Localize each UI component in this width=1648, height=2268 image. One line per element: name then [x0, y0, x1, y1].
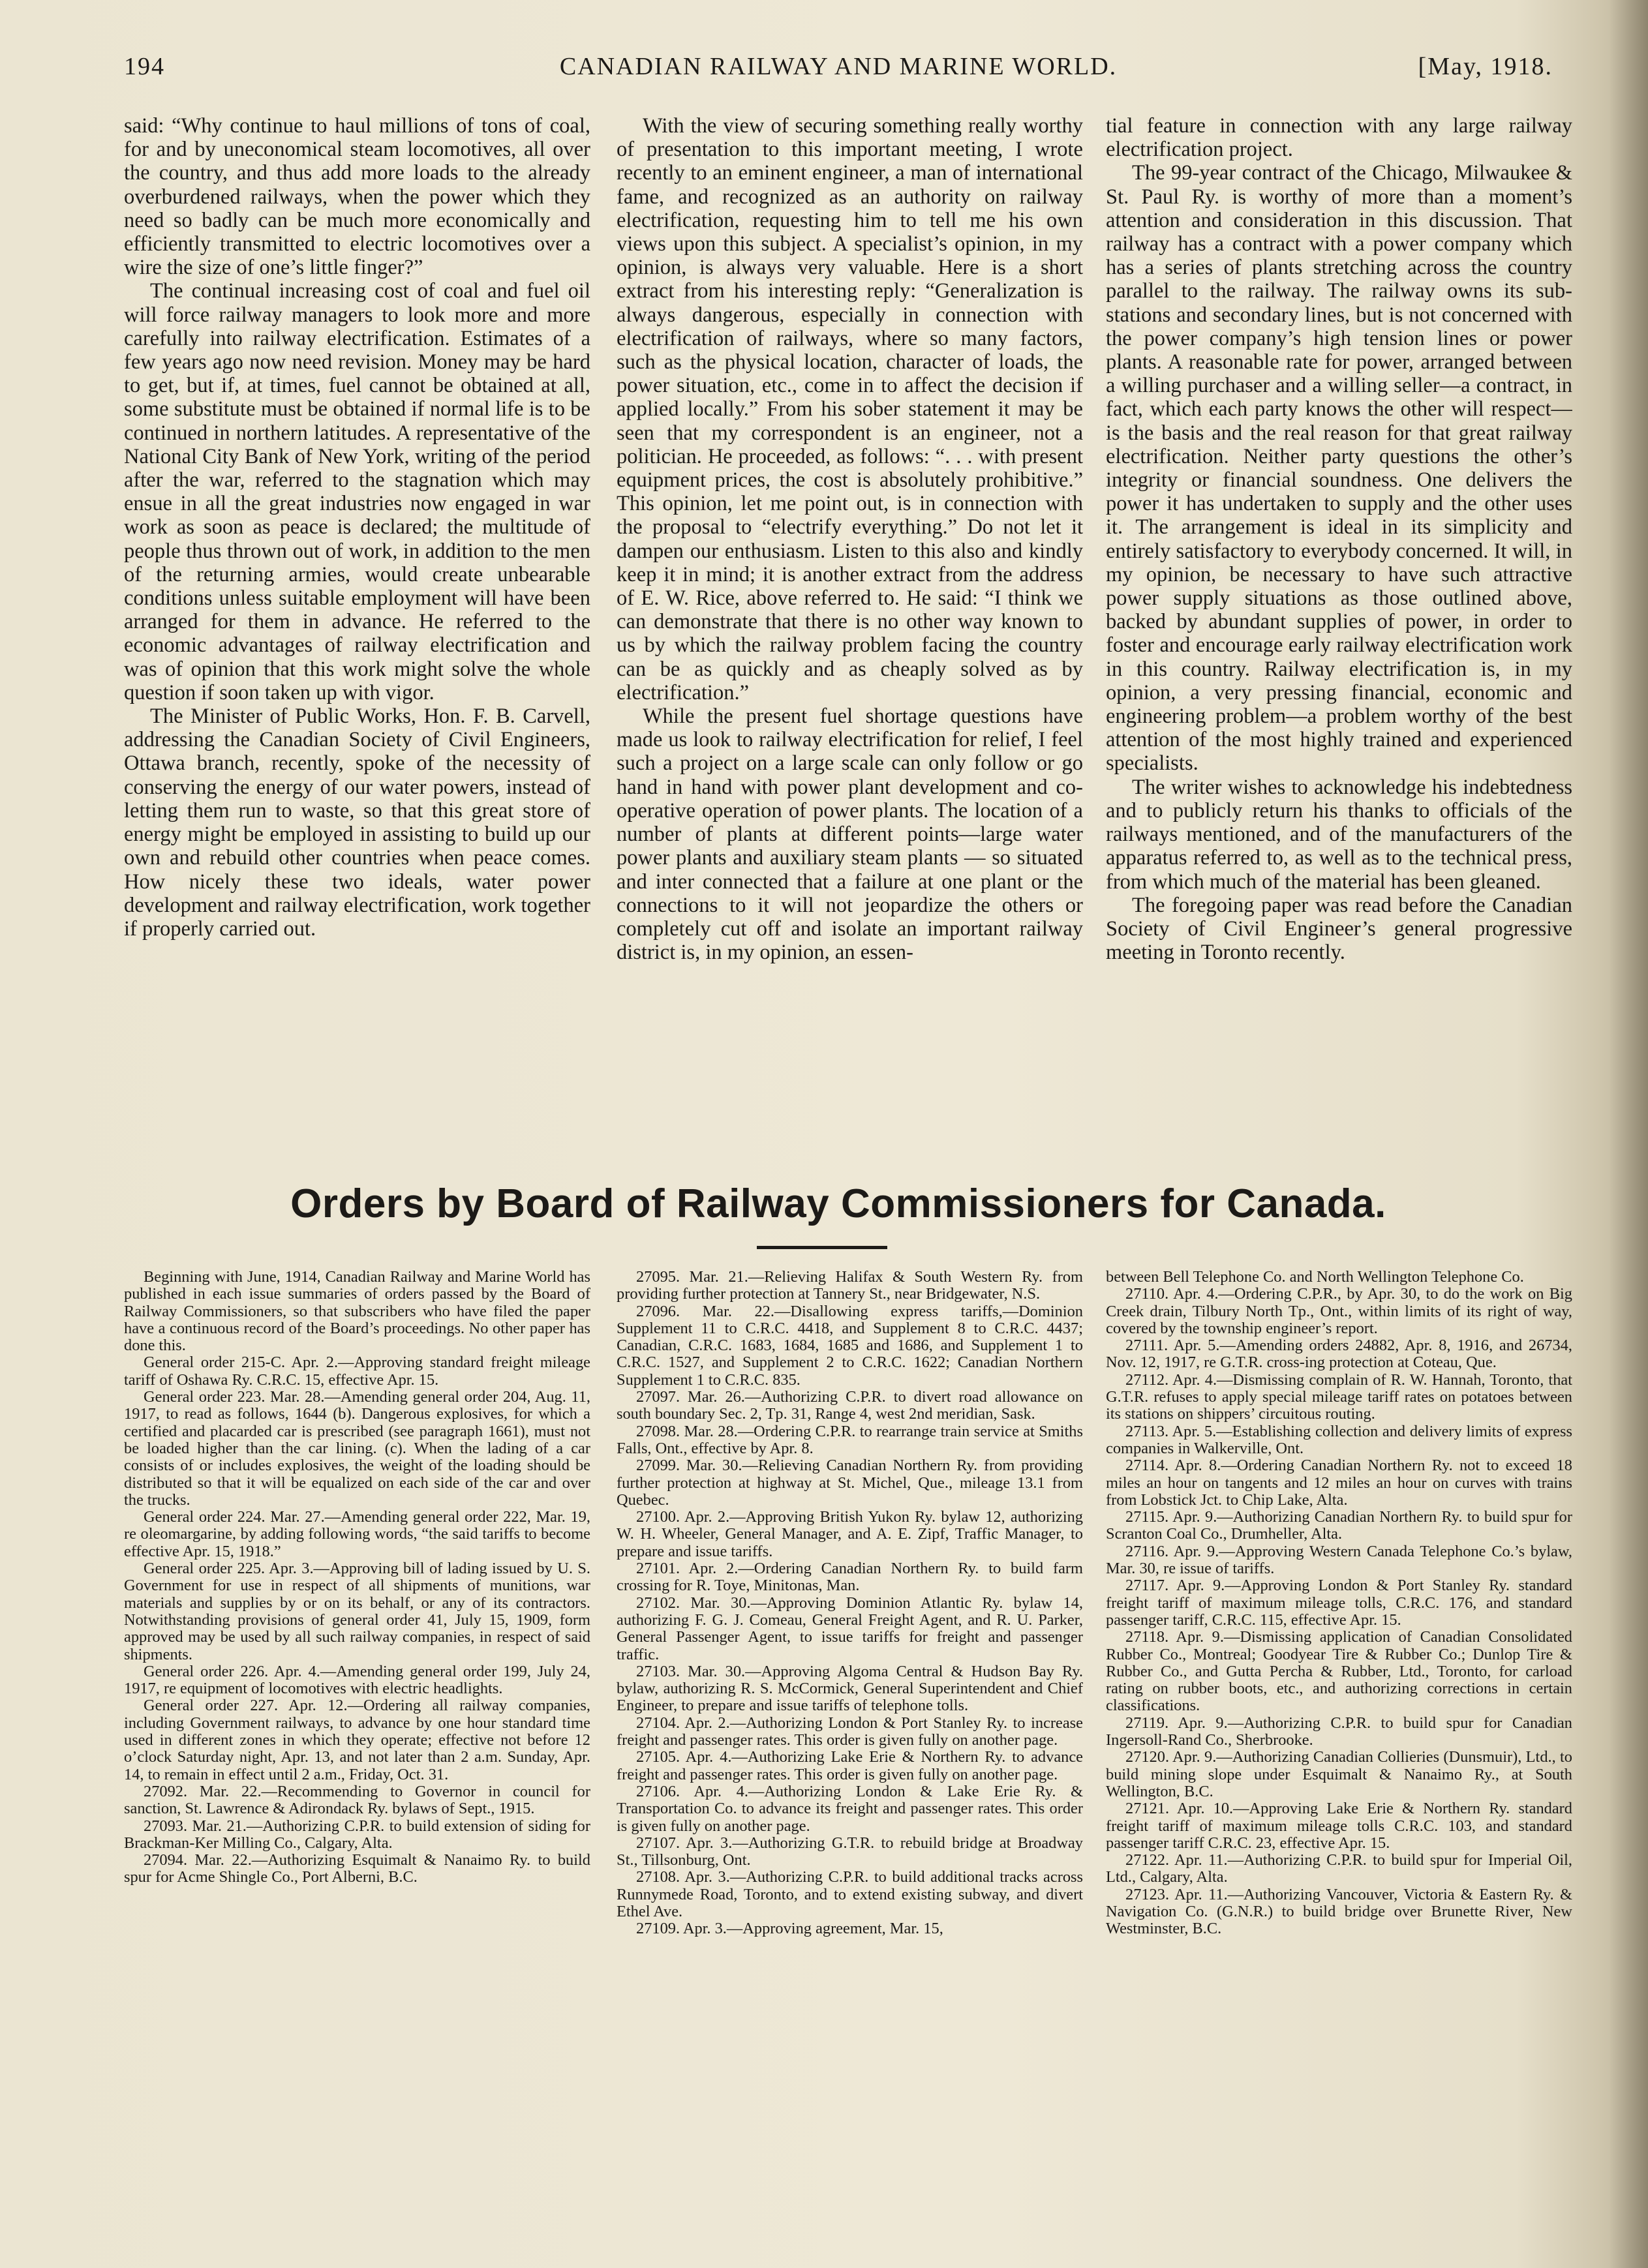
order-entry: General order 226. Apr. 4.—Amending general order 199, July 24, 1917, re equipment of locomotives with electric headlights. — [124, 1662, 590, 1698]
order-entry: 27110. Apr. 4.—Ordering C.P.R., by Apr. 30, to do the work on Big Creek drain, Tilbury North Tp., Ont., within limits of its right of way, covered by the township engineer’s report. — [1106, 1285, 1572, 1337]
order-entry: 27113. Apr. 5.—Establishing collection and delivery limits of express companies in Walkerville, Ont. — [1106, 1422, 1572, 1457]
order-entry: 27118. Apr. 9.—Dismissing application of Canadian Consolidated Rubber Co., Montreal; Goodyear Tire & Rubber Co.; Dunlop Tire & Rubber Co., and Gutta Percha & Rubber, Ltd., Toronto, for carload rating on rubber boots, etc., and authorizing corrections in certain classifications. — [1106, 1628, 1572, 1715]
orders-column-1 — [124, 1269, 590, 2149]
article-column-3 — [1106, 114, 1572, 1158]
order-entry: 27102. Mar. 30.—Approving Dominion Atlantic Ry. bylaw 14, authorizing F. G. J. Comeau, General Freight Agent, and R. U. Parker, General Passenger Agent, to issue tariffs for freight and passenger traffic. — [617, 1594, 1083, 1663]
order-entry: 27115. Apr. 9.—Authorizing Canadian Northern Ry. to build spur for Scranton Coal Co., Drumheller, Alta. — [1106, 1508, 1572, 1543]
article-paragraph: The continual increasing cost of coal and fuel oil will force railway managers to look more and more carefully into railway electrification. Estimates of a few years ago now need revision. Money may be hard to get, but if, at times, fuel cannot be obtained at all, some substitute must be obtained if normal life is to be continued in northern latitudes. A representative of the National City Bank of New York, writing of the period after the war, referred to the stagnation which may ensue in all the great industries now engaged in war work as soon as peace is declared; the multitude of people thus thrown out of work, in addition to the men of the returning armies, would create unbearable conditions unless suitable employment will have been arranged for them in advance. He referred to the economic advantages of railway electrification and was of opinion that this work might solve the whole question if soon taken up with vigor. — [124, 279, 590, 704]
article-paragraph: said: “Why continue to haul millions of tons of coal, for and by uneconomical steam locomotives, all over the country, and thus add more loads to the already overburdened railways, when the power which they need so badly can be much more economically and efficiently transmitted to electric locomotives over a wire the size of one’s little finger?” — [124, 114, 590, 280]
article-paragraph: The 99-year contract of the Chicago, Milwaukee & St. Paul Ry. is worthy of more than a moment’s attention and consideration in this discussion. That railway has a contract with a power company which has a series of plants stretching across the country parallel to the railway. The railway owns its sub-stations and secondary lines, but is not concerned with the power company’s high tension lines or power plants. A reasonable rate for power, arranged between a willing purchaser and a willing seller—a contract, in fact, which each party knows the other will respect—is the basis and the real reason for that great railway electrification. Neither party questions the other’s integrity or financial soundness. One delivers the power it has undertaken to supply and the other uses it. The arrangement is ideal in its simplicity and entirely satisfactory to everybody concerned. It will, in my opinion, be necessary to have such attractive power supply situations as those outlined above, backed by abundant supplies of power, in order to foster and encourage early railway electrification work in this country. Railway electrification is, in my opinion, a very pressing financial, economic and engineering problem—a problem worthy of the best attention of the most highly trained and experienced specialists. — [1106, 161, 1572, 776]
orders-column-3 — [1106, 1269, 1572, 2149]
order-entry: 27100. Apr. 2.—Approving British Yukon Ry. bylaw 12, authorizing W. H. Wheeler, General Manager, and A. E. Zipf, Traffic Manager, to prepare and issue tariffs. — [617, 1508, 1083, 1560]
order-entry: 27108. Apr. 3.—Authorizing C.P.R. to build additional tracks across Runnymede Road, Toronto, and to extend existing subway, and divert Ethel Ave. — [617, 1868, 1083, 1920]
order-entry: 27104. Apr. 2.—Authorizing London & Port Stanley Ry. to increase freight and passenger rates. This order is given fully on another page. — [617, 1714, 1083, 1749]
order-entry: General order 225. Apr. 3.—Approving bill of lading issued by U. S. Government for use in respect of all shipments of munitions, war materials and supplies by or on its behalf, or any of its contractors. Notwithstanding provisions of general order 41, July 15, 1909, form approved may be used by all such railway companies, in respect of said shipments. — [124, 1560, 590, 1663]
order-entry: 27101. Apr. 2.—Ordering Canadian Northern Ry. to build farm crossing for R. Toye, Minitonas, Man. — [617, 1560, 1083, 1595]
order-entry: 27096. Mar. 22.—Disallowing express tariffs,—Dominion Supplement 11 to C.R.C. 4418, and Supplement 8 to C.R.C. 4437; Canadian, C.R.C. 1683, 1684, 1685 and 1686, and Supplement 1 to C.R.C. 1527, and Supplement 2 to C.R.C. 1622; Canadian Northern Supplement 1 to C.R.C. 835. — [617, 1302, 1083, 1389]
article-paragraph: tial feature in connection with any large railway electrification project. — [1106, 114, 1572, 162]
article-column-2 — [617, 114, 1083, 1158]
journal-title: CANADIAN RAILWAY AND MARINE WORLD. — [559, 53, 1118, 80]
order-entry: 27116. Apr. 9.—Approving Western Canada Telephone Co.’s bylaw, Mar. 30, re issue of tariffs. — [1106, 1542, 1572, 1578]
order-entry: 27103. Mar. 30.—Approving Algoma Central & Hudson Bay Ry. bylaw, authorizing R. S. McCormick, General Superintendent and Chief Engineer, to prepare and issue tariffs of telephone tolls. — [617, 1662, 1083, 1715]
order-entry: 27105. Apr. 4.—Authorizing Lake Erie & Northern Ry. to advance freight and passenger rates. This order is given fully on another page. — [617, 1748, 1083, 1783]
order-entry: 27117. Apr. 9.—Approving London & Port Stanley Ry. standard freight tariff of maximum mileage tolls, C.R.C. 176, and standard passenger tariff, C.R.C. 115, effective Apr. 15. — [1106, 1577, 1572, 1629]
order-entry: 27112. Apr. 4.—Dismissing complain of R. W. Hannah, Toronto, that G.T.R. refuses to apply special mileage tariff rates on potatoes between its stations on shippers’ circuitous routing. — [1106, 1370, 1572, 1423]
order-entry: 27120. Apr. 9.—Authorizing Canadian Collieries (Dunsmuir), Ltd., to build mining slope under Esquimalt & Nanaimo Ry., at South Wellington, B.C. — [1106, 1748, 1572, 1800]
page-header — [124, 52, 1553, 91]
order-entry: 27097. Mar. 26.—Authorizing C.P.R. to divert road allowance on south boundary Sec. 2, Tp. 31, Range 4, west 2nd meridian, Sask. — [617, 1388, 1083, 1423]
page-number: 194 — [124, 53, 165, 80]
article-paragraph: The writer wishes to acknowledge his indebtedness and to publicly return his thanks to officials of the railways mentioned, and of the manufacturers of the apparatus referred to, as well as to the technical press, from which much of the material has been gleaned. — [1106, 775, 1572, 894]
order-entry: General order 224. Mar. 27.—Amending general order 222, Mar. 19, re oleomargarine, by adding following words, “the said tariffs to become effective Apr. 15, 1918.” — [124, 1508, 590, 1560]
order-entry: 27094. Mar. 22.—Authorizing Esquimalt & Nanaimo Ry. to build spur for Acme Shingle Co., Port Alberni, B.C. — [124, 1851, 590, 1886]
order-entry: General order 227. Apr. 12.—Ordering all railway companies, including Government railways, to advance by one hour standard time used in different zones in which they operate; effective not before 12 o’clock Saturday night, Apr. 13, and not later than 2 a.m. Sunday, Apr. 14, to remain in effect until 2 a.m., Friday, Oct. 31. — [124, 1697, 590, 1783]
order-entry: 27114. Apr. 8.—Ordering Canadian Northern Ry. not to exceed 18 miles an hour on tangents and 12 miles an hour on curves with trains from Lobstick Jct. to Chip Lake, Alta. — [1106, 1457, 1572, 1509]
section-heading: Orders by Board of Railway Commissioners for Canada. — [290, 1181, 1386, 1226]
order-entry: 27099. Mar. 30.—Relieving Canadian Northern Ry. from providing further protection at highway at St. Michel, Que., mileage 13.1 from Quebec. — [617, 1457, 1083, 1509]
order-entry: 27107. Apr. 3.—Authorizing G.T.R. to rebuild bridge at Broadway St., Tillsonburg, Ont. — [617, 1834, 1083, 1869]
book-spine-shadow — [1609, 0, 1648, 2268]
order-entry: 27111. Apr. 5.—Amending orders 24882, Apr. 8, 1916, and 26734, Nov. 12, 1917, re G.T.R. cross-ing protection at Coteau, Que. — [1106, 1337, 1572, 1372]
order-entry: 27119. Apr. 9.—Authorizing C.P.R. to build spur for Canadian Ingersoll-Rand Co., Sherbrooke. — [1106, 1714, 1572, 1749]
article-paragraph: The Minister of Public Works, Hon. F. B. Carvell, addressing the Canadian Society of Civil Engineers, Ottawa branch, recently, spoke of the necessity of conserving the energy of our water powers, instead of letting them run to waste, so that this great store of energy might be employed in assisting to build up our own and rebuild other countries when peace comes. How nicely these two ideals, water power development and railway electrification, work together if properly carried out. — [124, 704, 590, 941]
order-entry: 27095. Mar. 21.—Relieving Halifax & South Western Ry. from providing further protection at Tannery St., near Bridgewater, N.S. — [617, 1269, 1083, 1303]
order-entry: 27106. Apr. 4.—Authorizing London & Lake Erie Ry. & Transportation Co. to advance its freight and passenger rates. This order is given fully on another page. — [617, 1782, 1083, 1835]
order-entry: General order 223. Mar. 28.—Amending general order 204, Aug. 11, 1917, to read as follows, 1644 (b). Dangerous explosives, for which a certified and placarded car is prescribed (see paragraph 1661), must not be loaded higher than the car lining. (c). When the lading of a car consists of or includes explosives, the weight of the loading should be distributed so that it will be equalized on each side of the car and over the trucks. — [124, 1388, 590, 1509]
orders-column-2 — [617, 1269, 1083, 2149]
order-entry: General order 215-C. Apr. 2.—Approving standard freight mileage tariff of Oshawa Ry. C.R.C. 15, effective Apr. 15. — [124, 1353, 590, 1389]
order-entry: 27121. Apr. 10.—Approving Lake Erie & Northern Ry. standard freight tariff of maximum mileage tolls C.R.C. 103, and standard passenger tariff C.R.C. 23, effective Apr. 15. — [1106, 1800, 1572, 1852]
order-entry: 27093. Mar. 21.—Authorizing C.P.R. to build extension of siding for Brackman-Ker Milling Co., Calgary, Alta. — [124, 1817, 590, 1852]
order-entry: 27123. Apr. 11.—Authorizing Vancouver, Victoria & Eastern Ry. & Navigation Co. (G.N.R.) to build bridge over Brunette River, New Westminster, B.C. — [1106, 1885, 1572, 1938]
article-column-1 — [124, 114, 590, 1158]
order-entry: 27098. Mar. 28.—Ordering C.P.R. to rearrange train service at Smiths Falls, Ont., effective by Apr. 8. — [617, 1422, 1083, 1457]
order-entry: between Bell Telephone Co. and North Wellington Telephone Co. — [1106, 1269, 1524, 1286]
article-paragraph: While the present fuel shortage questions have made us look to railway electrification for relief, I feel such a project on a large scale can only follow or go hand in hand with power plant development and co-operative operation of power plants. The location of a number of plants at different points—large water power plants and auxiliary steam plants — so situated and inter connected that a failure at one plant or the connections to it will not jeopardize the others or completely cut off and isolate an important railway district is, in my opinion, an essen- — [617, 704, 1083, 965]
article-paragraph: With the view of securing something really worthy of presentation to this important meeting, I wrote recently to an eminent engineer, a man of international fame, and recognized as an authority on railway electrification, requesting him to tell me his own views upon this subject. A specialist’s opinion, in my opinion, is always very valuable. Here is a short extract from his interesting reply: “Generalization is always dangerous, especially in connection with electrification of railways, where so many factors, such as the physical location, character of loads, the power situation, etc., come in to affect the decision if applied locally.” From his sober statement it may be seen that my correspondent is an engineer, not a politician. He proceeded, as follows: “. . . with present equipment prices, the cost is absolutely prohibitive.” This opinion, let me point out, is in connection with the proposal to “electrify everything.” Do not let it dampen our enthusiasm. Listen to this also and kindly keep it in mind; it is another extract from the address of E. W. Rice, above referred to. He said: “I think we can demonstrate that there is no other way known to us by which the railway problem facing the country can be as quickly and as cheaply solved as by electrification.” — [617, 114, 1083, 704]
order-entry: 27109. Apr. 3.—Approving agreement, Mar. 15, — [636, 1920, 943, 1938]
article-paragraph: The foregoing paper was read before the Canadian Society of Civil Engineer’s general progressive meeting in Toronto recently. — [1106, 893, 1572, 965]
order-entry: Beginning with June, 1914, Canadian Railway and Marine World has published in each issue summaries of orders passed by the Board of Railway Commissioners, so that subscribers who have filed the paper have a continuous record of the Board’s proceedings. No other paper has done this. — [124, 1269, 590, 1355]
issue-date: [May, 1918. — [1418, 53, 1553, 80]
order-entry: 27122. Apr. 11.—Authorizing C.P.R. to build spur for Imperial Oil, Ltd., Calgary, Alta. — [1106, 1851, 1572, 1886]
order-entry: 27092. Mar. 22.—Recommending to Governor in council for sanction, St. Lawrence & Adirondack Ry. bylaws of Sept., 1915. — [124, 1782, 590, 1818]
heading-divider — [757, 1246, 887, 1249]
